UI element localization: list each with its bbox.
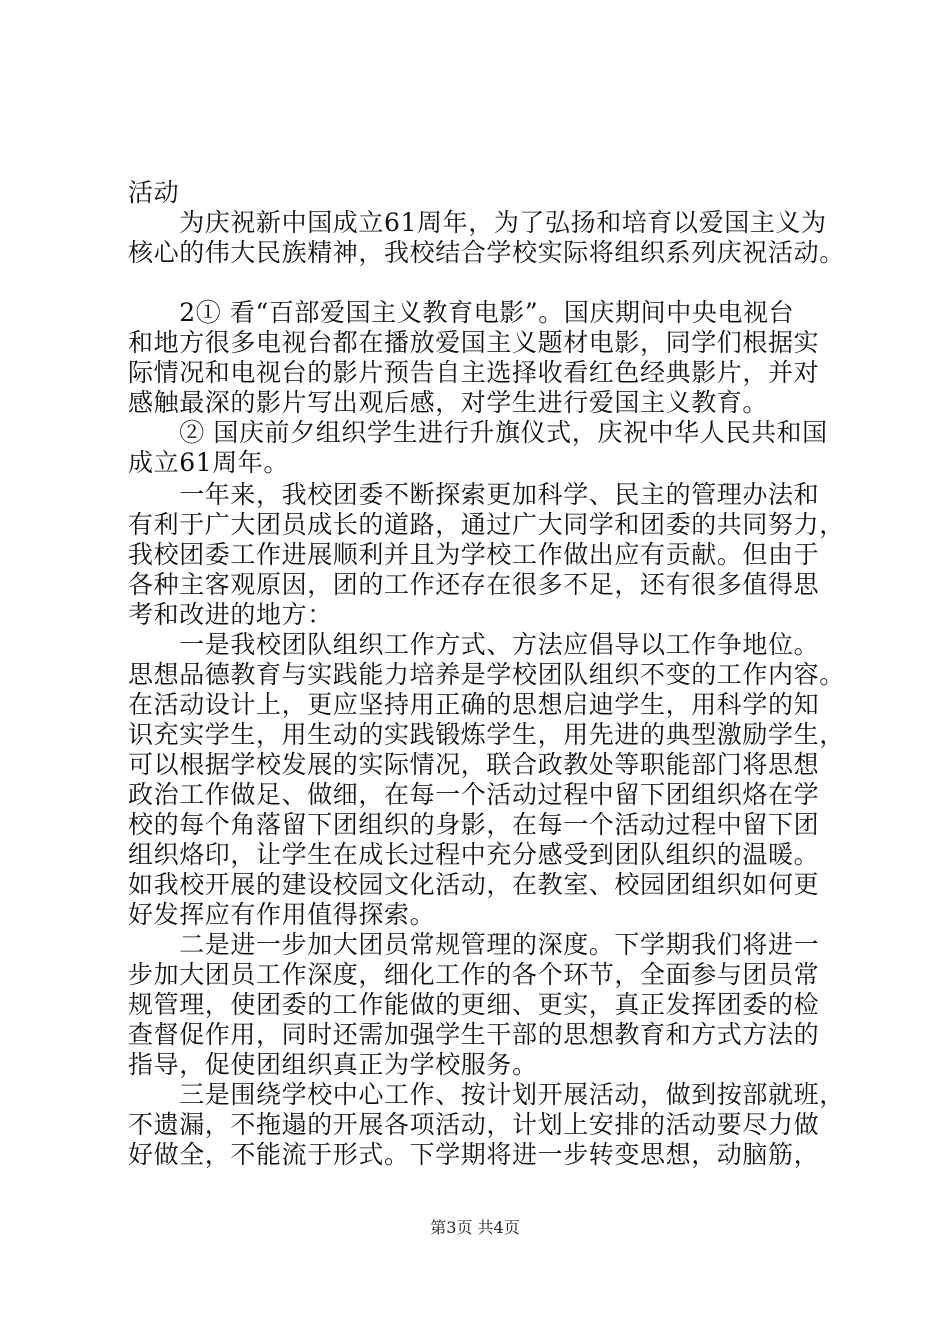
text-line: 我校团委工作进展顺利并且为学校工作做出应有贡献。但由于	[128, 540, 820, 569]
text-line: 政治工作做足、做细，在每一个活动过程中留下团组织烙在学	[128, 780, 820, 809]
text-line: 组织烙印，让学生在成长过程中充分感受到团队组织的温暖。	[128, 840, 820, 869]
text-line: 思想品德教育与实践能力培养是学校团队组织不变的工作内容。	[128, 660, 845, 689]
text-line: 一年来，我校团委不断探索更加科学、民主的管理办法和	[128, 480, 820, 509]
text-line: 指导，促使团组织真正为学校服务。	[128, 1050, 538, 1079]
text-line: 有利于广大团员成长的道路，通过广大同学和团委的共同努力，	[128, 510, 845, 539]
text-line: 一是我校团队组织工作方式、方法应倡导以工作争地位。	[128, 630, 820, 659]
text-line: 好做全，不能流于形式。下学期将进一步转变思想，动脑筋，	[128, 1140, 820, 1169]
text-line: 成立61周年。	[128, 448, 290, 477]
text-line: 和地方很多电视台都在播放爱国主义题材电影，同学们根据实	[128, 328, 820, 357]
page-number-footer: 第3页 共4页	[430, 1218, 520, 1237]
text-line: 为庆祝新中国成立61周年，为了弘扬和培育以爱国主义为	[128, 208, 827, 237]
text-line: 步加大团员工作深度，细化工作的各个环节，全面参与团员常	[128, 960, 820, 989]
text-line: 二是进一步加大团员常规管理的深度。下学期我们将进一	[128, 930, 820, 959]
text-line: 际情况和电视台的影片预告自主选择收看红色经典影片，并对	[128, 358, 820, 387]
text-line: 感触最深的影片写出观后感，对学生进行爱国主义教育。	[128, 388, 769, 417]
text-line: 识充实学生，用生动的实践锻炼学生，用先进的典型激励学生，	[128, 720, 845, 749]
text-line: 规管理，使团委的工作能做的更细、更实，真正发挥团委的检	[128, 990, 820, 1019]
text-line: 各种主客观原因，团的工作还存在很多不足，还有很多值得思	[128, 570, 820, 599]
text-line: 校的每个角落留下团组织的身影，在每一个活动过程中留下团	[128, 810, 820, 839]
text-line: 在活动设计上，更应坚持用正确的思想启迪学生，用科学的知	[128, 690, 820, 719]
text-line: 2① 看“百部爱国主义教育电影”。国庆期间中央电视台	[128, 298, 795, 327]
text-line: 不遗漏，不拖遢的开展各项活动，计划上安排的活动要尽力做	[128, 1110, 820, 1139]
text-line: 如我校开展的建设校园文化活动，在教室、校园团组织如何更	[128, 870, 820, 899]
text-line: 查督促作用，同时还需加强学生干部的思想教育和方式方法的	[128, 1020, 820, 1049]
text-line: 三是围绕学校中心工作、按计划开展活动，做到按部就班，	[128, 1080, 845, 1109]
text-line: 核心的伟大民族精神，我校结合学校实际将组织系列庆祝活动。	[128, 238, 845, 267]
text-line: 好发挥应有作用值得探索。	[128, 900, 436, 929]
text-line: ② 国庆前夕组织学生进行升旗仪式，庆祝中华人民共和国	[128, 418, 828, 447]
text-line: 可以根据学校发展的实际情况，联合政教处等职能部门将思想	[128, 750, 820, 779]
text-line: 考和改进的地方：	[128, 600, 333, 629]
text-line: 活动	[128, 178, 180, 207]
